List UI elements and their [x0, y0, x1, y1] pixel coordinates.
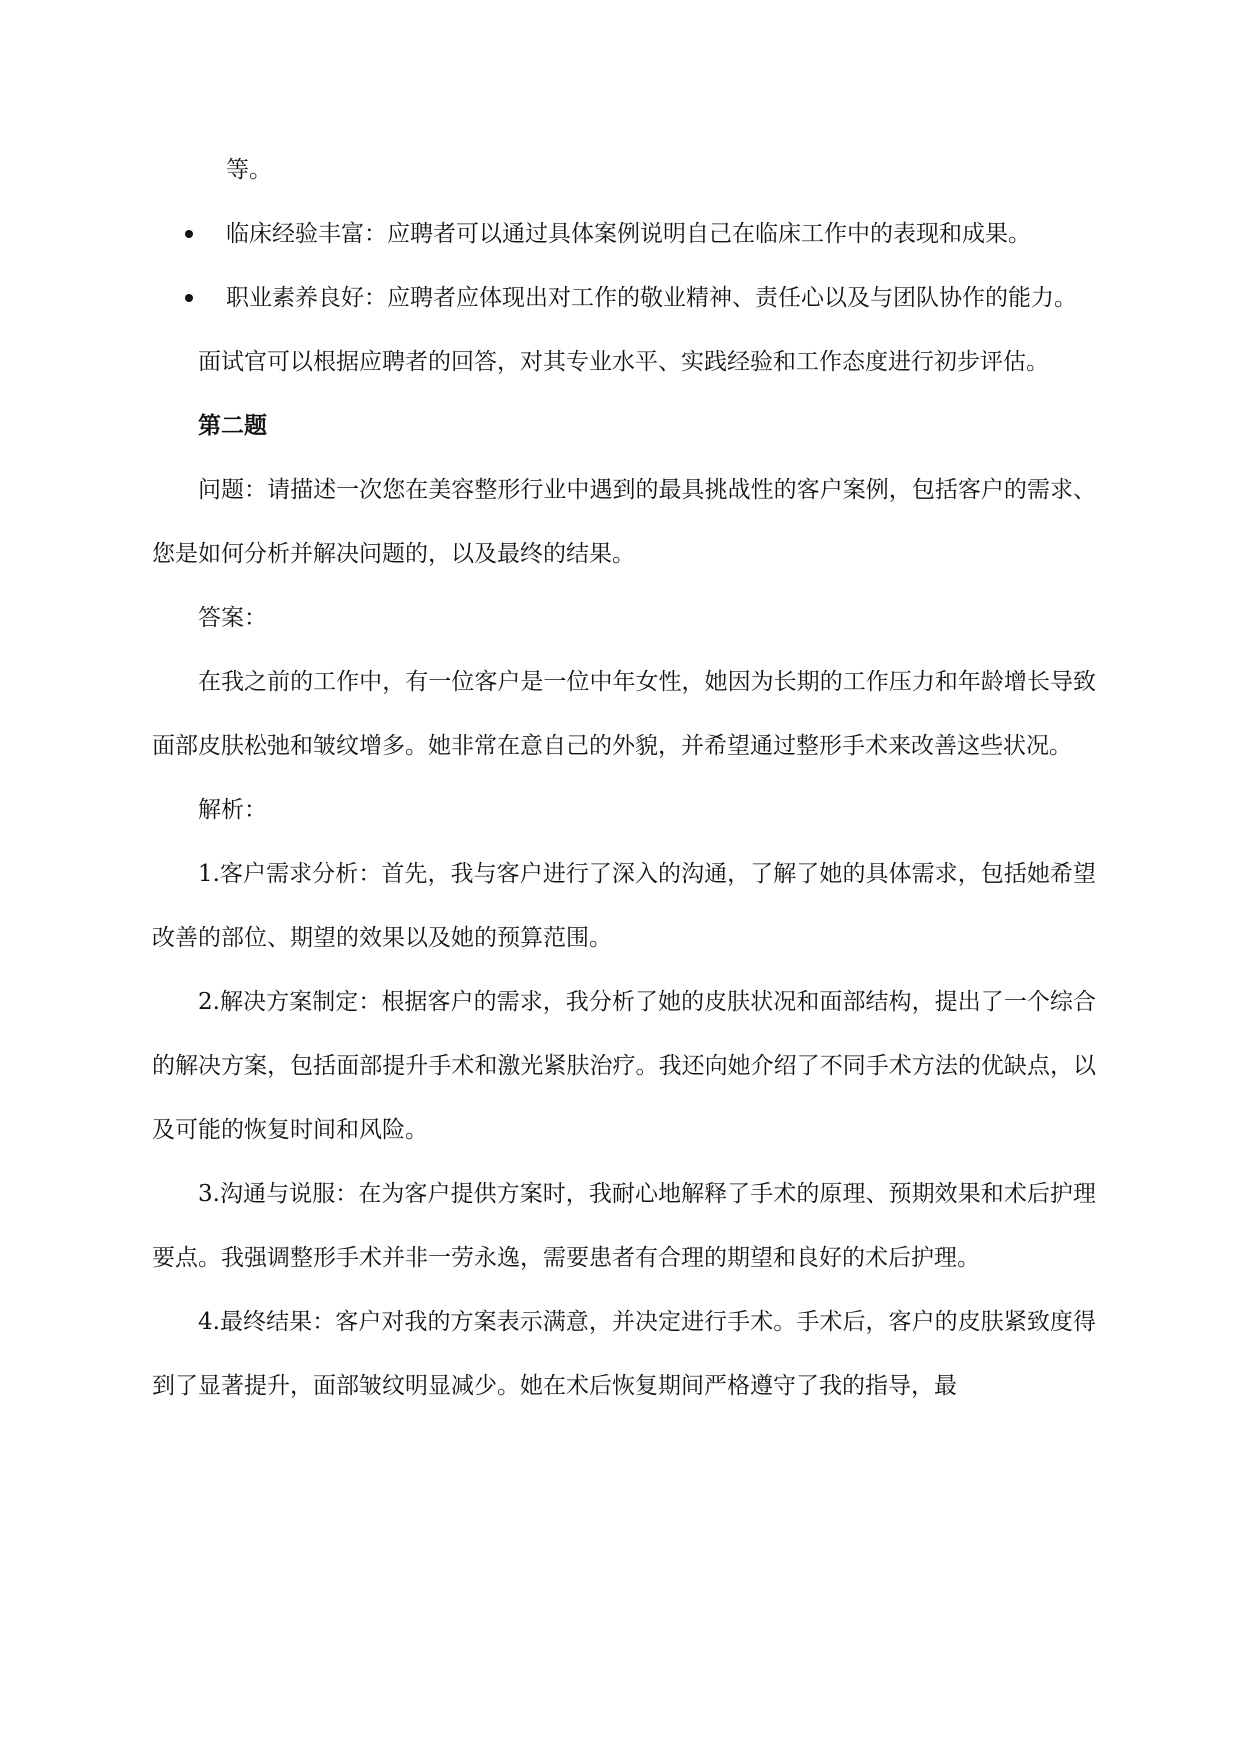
document-body	[152, 138, 1096, 1418]
list-item	[152, 202, 1096, 266]
answer-paragraph: 在我之前的工作中，有一位客户是一位中年女性，她因为长期的工作压力和年龄增长导致面部皮肤松弛和皱纹增多。她非常在意自己的外貌，并希望通过整形手术来改善这些状况。	[152, 669, 1096, 759]
bullet-text: 临床经验丰富：应聘者可以通过具体案例说明自己在临床工作中的表现和成果。	[226, 221, 1031, 247]
step-3-paragraph: 3.沟通与说服：在为客户提供方案时，我耐心地解释了手术的原理、预期效果和术后护理要点。我强调整形手术并非一劳永逸，需要患者有合理的期望和良好的术后护理。	[152, 1181, 1096, 1271]
bullet-list	[152, 202, 1096, 330]
answer-label: 答案：	[198, 605, 267, 631]
question-paragraph: 问题：请描述一次您在美容整形行业中遇到的最具挑战性的客户案例，包括客户的需求、您是如何分析并解决问题的，以及最终的结果。	[152, 477, 1096, 567]
section-title: 第二题	[198, 412, 267, 439]
bullet-dot-icon	[185, 230, 193, 238]
summary-paragraph: 面试官可以根据应聘者的回答，对其专业水平、实践经验和工作态度进行初步评估。	[198, 349, 1049, 375]
step-2-paragraph: 2.解决方案制定：根据客户的需求，我分析了她的皮肤状况和面部结构，提出了一个综合的解决方案，包括面部提升手术和激光紧肤治疗。我还向她介绍了不同手术方法的优缺点，以及可能的恢复时间和风险。	[152, 989, 1096, 1143]
list-item	[152, 266, 1096, 330]
analysis-label: 解析：	[198, 797, 267, 823]
bullet-text: 职业素养良好：应聘者应体现出对工作的敬业精神、责任心以及与团队协作的能力。	[226, 285, 1077, 311]
step-1-paragraph: 1.客户需求分析：首先，我与客户进行了深入的沟通，了解了她的具体需求，包括她希望改善的部位、期望的效果以及她的预算范围。	[152, 861, 1096, 951]
bullet-dot-icon	[185, 294, 193, 302]
continuation-text: 等。	[226, 157, 272, 183]
step-4-paragraph: 4.最终结果：客户对我的方案表示满意，并决定进行手术。手术后，客户的皮肤紧致度得到了显著提升，面部皱纹明显减少。她在术后恢复期间严格遵守了我的指导，最	[152, 1309, 1096, 1399]
